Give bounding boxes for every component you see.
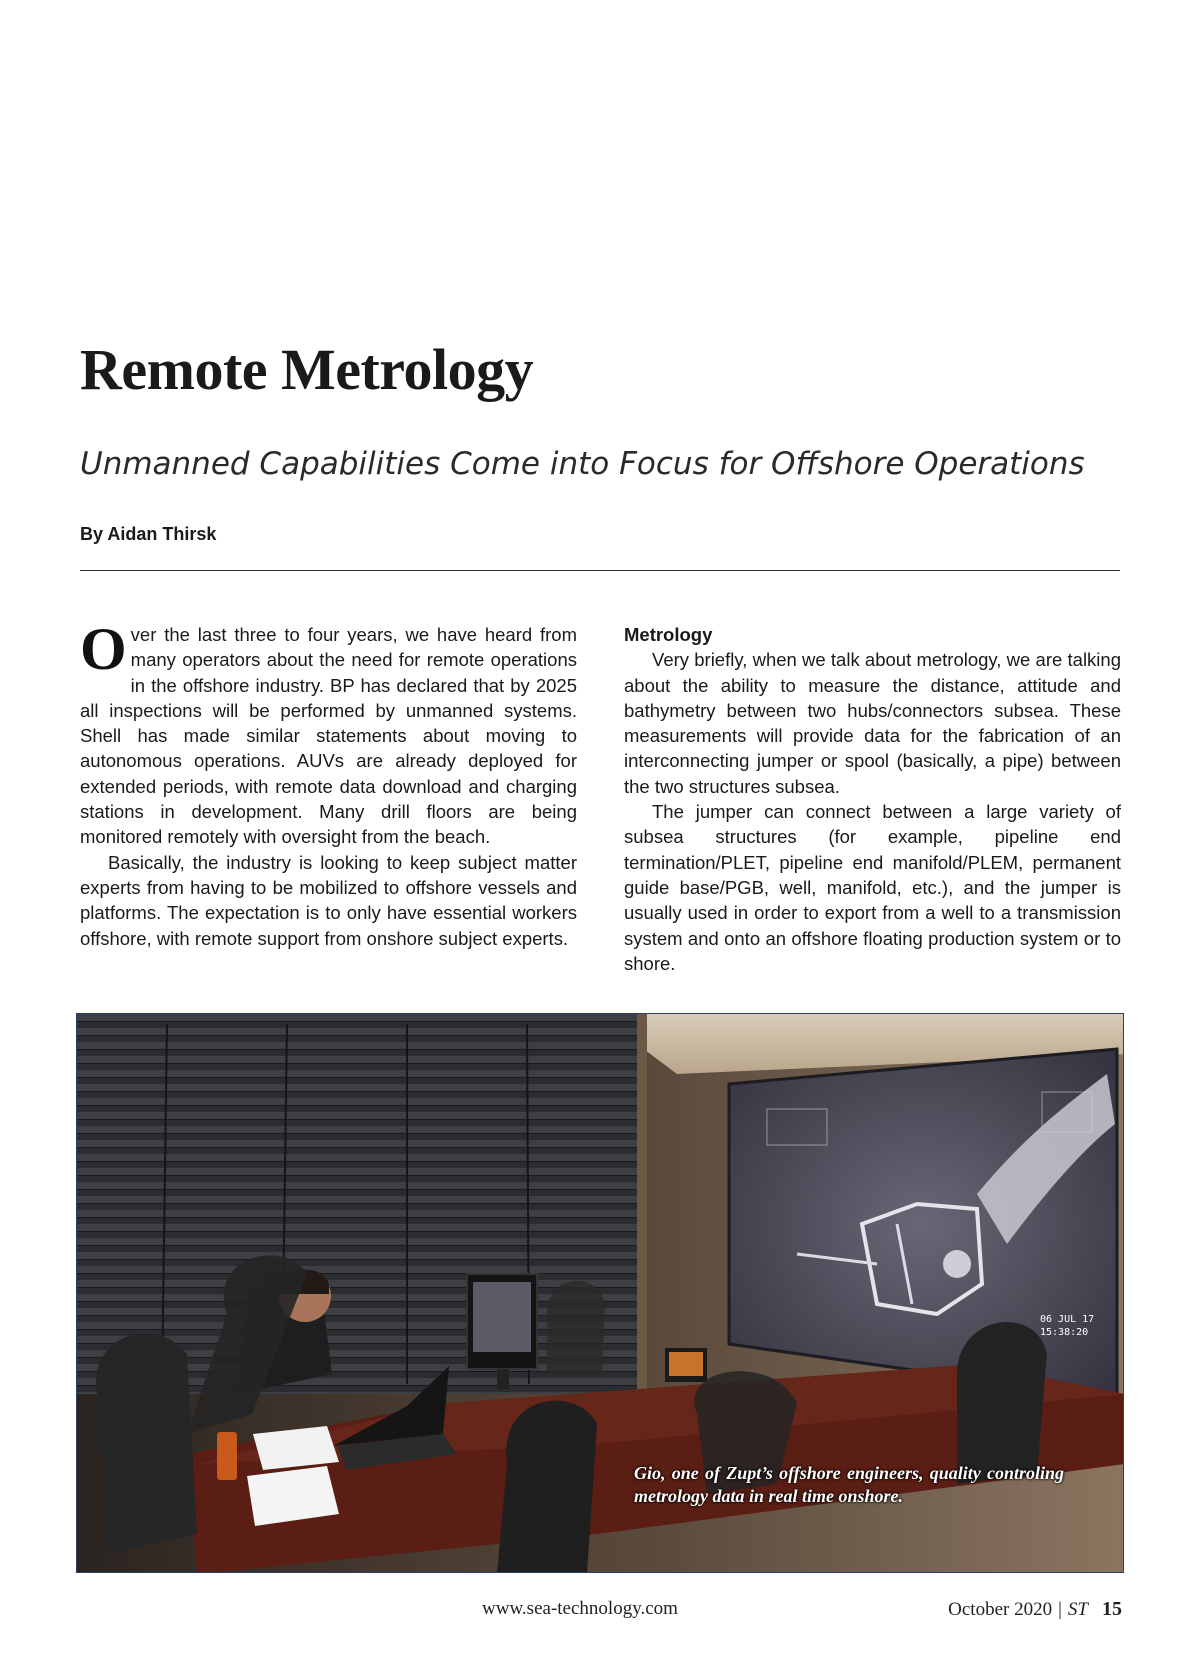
section-heading-metrology: Metrology [624,624,713,645]
footer-date: October 2020 [948,1599,1053,1620]
left-column [80,616,577,951]
projection-screen [729,1049,1117,1399]
office-chair [96,1333,197,1554]
byline: By Aidan Thirsk [80,524,217,544]
article-subtitle: Unmanned Capabilities Come into Focus for Offshore Operations [80,446,1085,482]
screen-time-readout: 15:38:20 [1040,1327,1089,1338]
intro-paragraph [80,616,577,850]
footer-issue [948,1598,1122,1621]
header-divider [80,570,1120,571]
screen-date-readout: 06 JUL 17 [1040,1314,1095,1325]
right-column [624,622,1121,976]
office-chair [957,1322,1047,1484]
article-title: Remote Metrology [80,337,534,402]
footer-separator: | [1058,1599,1062,1620]
body-paragraph: Very briefly, when we talk about metrology, we are talking about the ability to measure the distance, attitude and bathymetry between two hubs/connectors subsea. These measurements will provide data for the fabrication of an interconnecting jumper or spool (basically, a pipe) between the two structures subsea. [624,649,1121,797]
drink-bottle [217,1432,237,1480]
page-number: 15 [1102,1598,1122,1620]
footer-publication: ST [1067,1599,1088,1620]
footer-url[interactable]: www.sea-technology.com [482,1598,678,1619]
office-chair [497,1401,597,1573]
body-paragraph: The jumper can connect between a large variety of subsea structures (for example, pipeline end termination/PLET, pipeline end manifold/PLEM, permanent guide base/PGB, well, manifold, etc.), and the jumper is usually used in order to export from a well to a transmission system and onto an offshore floating production system or to shore. [624,801,1121,974]
photo-caption: Gio, one of Zupt’s offshore engineers, quality controling metrology data in real time onshore. [634,1463,1064,1506]
drop-cap: O [80,616,127,682]
intro-paragraph-text: ver the last three to four years, we have heard from many operators about the need for remote operations in the offshore industry. BP has declared that by 2025 all inspections will be performed by unmanned systems. Shell has made similar statements about moving to autonomous operations. AUVs are already deployed for extended periods, with remote data download and charging stations in development. Many drill floors are being monitored remotely with oversight from the beach. [80,624,577,848]
body-paragraph: Basically, the industry is looking to keep subject matter experts from having to be mobilized to offshore vessels and platforms. The expectation is to only have essential workers offshore, with remote support from onshore subject experts. [80,851,577,949]
